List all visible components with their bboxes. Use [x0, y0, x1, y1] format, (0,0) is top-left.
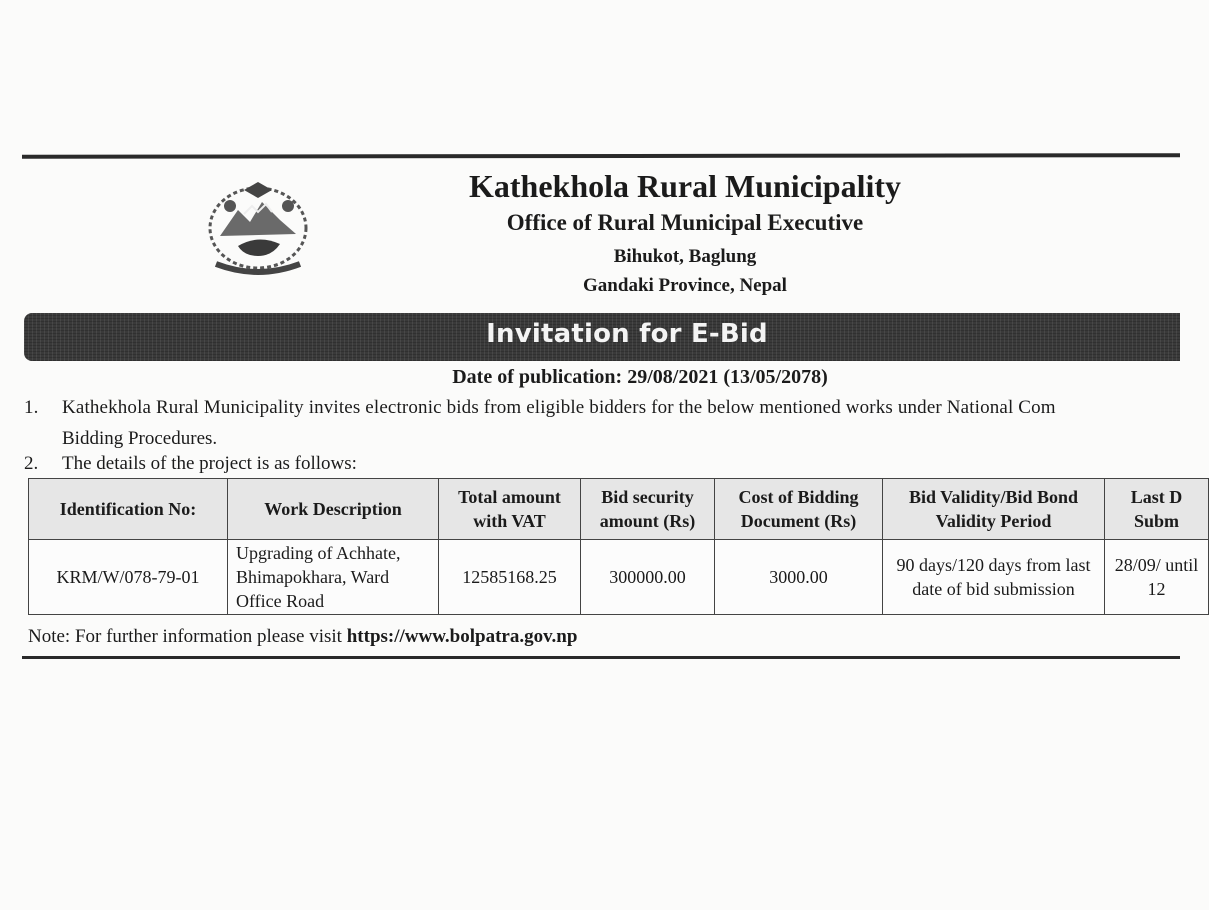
cell-bid-validity: 90 days/120 days from last date of bid submission — [883, 540, 1105, 615]
bid-details-table — [28, 478, 1209, 615]
header-identification-no: Identification No: — [29, 479, 228, 540]
banner-title: Invitation for E-Bid — [486, 319, 768, 349]
header-cost-of-bidding: Cost of Bidding Document (Rs) — [715, 479, 883, 540]
publication-date: Date of publication: 29/08/2021 (13/05/2078) — [452, 366, 828, 388]
cell-bid-security: 300000.00 — [581, 540, 715, 615]
org-name: Kathekhola Rural Municipality — [468, 168, 902, 204]
header-work-description: Work Description — [228, 479, 439, 540]
header-bid-validity: Bid Validity/Bid Bond Validity Period — [883, 479, 1105, 540]
cell-identification-no: KRM/W/078-79-01 — [29, 540, 228, 615]
cell-cost-of-bidding: 3000.00 — [715, 540, 883, 615]
cell-last-date: 28/09/ until 12 — [1105, 540, 1209, 615]
note-prefix: Note: For further information please visit — [28, 626, 347, 647]
cell-work-description: Upgrading of Achhate, Bhimapokhara, Ward Office Road — [228, 540, 439, 615]
nepal-emblem-icon — [200, 176, 316, 276]
paragraph-text: The details of the project is as follows: — [62, 453, 357, 474]
table-row — [29, 540, 1209, 615]
paragraph-number: 2. — [24, 453, 39, 474]
header-last-date: Last D Subm — [1105, 479, 1209, 540]
address-line-1: Bihukot, Baglung — [613, 246, 757, 267]
paragraph-text: Bidding Procedures. — [62, 428, 218, 449]
paragraph-text: Kathekhola Rural Municipality invites electronic bids from eligible bidders for the below mentioned works under National Com — [62, 397, 1056, 418]
header-total-amount: Total amount with VAT — [439, 479, 581, 540]
bolpatra-link[interactable]: https://www.bolpatra.gov.np — [346, 626, 578, 647]
header-bid-security: Bid security amount (Rs) — [581, 479, 715, 540]
office-name: Office of Rural Municipal Executive — [506, 210, 864, 235]
footer-note — [28, 626, 577, 648]
address-line-2: Gandaki Province, Nepal — [583, 275, 787, 296]
cell-total-amount: 12585168.25 — [439, 540, 581, 615]
bottom-divider — [22, 656, 1180, 659]
title-banner — [24, 313, 1180, 361]
top-divider — [22, 153, 1180, 159]
paragraph-number: 1. — [24, 397, 39, 418]
table-header-row — [29, 479, 1209, 540]
